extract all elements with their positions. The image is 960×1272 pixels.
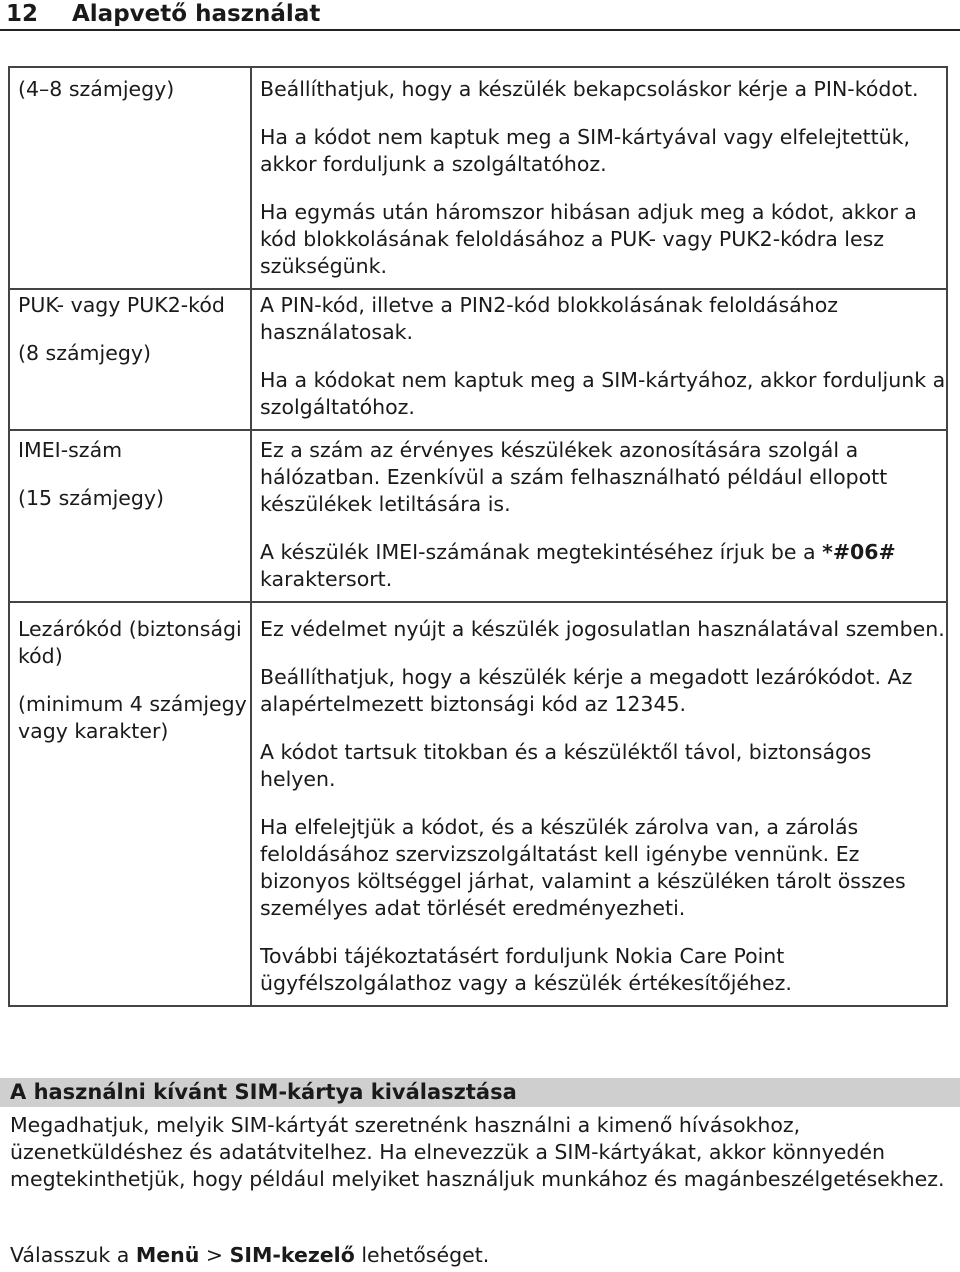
description-paragraph: Ez védelmet nyújt a készülék jogosulatlan használatával szemben.: [260, 617, 945, 641]
description-paragraph: További tájékoztatásért forduljunk Nokia Care Point ügyfélszolgálathoz vagy a készülék értékesítőjéhez.: [260, 944, 792, 995]
code-label-cell: [9, 67, 251, 289]
page-number: 12: [6, 1, 39, 27]
chapter-title: Alapvető használat: [72, 1, 321, 27]
menu-target: SIM-kezelő: [229, 1243, 355, 1267]
code-label: PUK- vagy PUK2-kód: [18, 293, 225, 317]
section-heading: A használni kívánt SIM-kártya kiválasztása: [0, 1078, 960, 1107]
page-header: [0, 0, 960, 31]
access-codes-table: [8, 66, 948, 1007]
table-row: [9, 67, 947, 289]
description-paragraph: A PIN-kód, illetve a PIN2-kód blokkolásának feloldásához használatosak.: [260, 293, 839, 344]
code-length: (minimum 4 számjegy vagy karakter): [18, 692, 247, 743]
description-paragraph: Ha elfelejtjük a kódot, és a készülék zárolva van, a zárolás feloldásához szervizszolgáltatást kell igénybe vennünk. Ez bizonyos költséggel járhat, valamint a készüléken tárolt összes személyes adat törlését eredményezheti.: [260, 815, 906, 920]
code-description-cell: [251, 289, 947, 430]
menu-suffix: lehetőséget.: [354, 1243, 490, 1267]
imei-text-before: A készülék IMEI-számának megtekintéséhez írjuk be a: [260, 540, 823, 564]
description-paragraph: Ha egymás után háromszor hibásan adjuk meg a kódot, akkor a kód blokkolásának feloldásához a PUK- vagy PUK2-kódra lesz szükségünk.: [260, 200, 917, 278]
code-label: IMEI-szám: [18, 438, 123, 462]
description-paragraph: Ez a szám az érvényes készülékek azonosítására szolgál a hálózatban. Ezenkívül a szám felhasználható például ellopott készülékek letiltására is.: [260, 438, 888, 516]
description-paragraph: Ha a kódokat nem kaptuk meg a SIM-kártyához, akkor forduljunk a szolgáltatóhoz.: [260, 368, 946, 419]
imei-code: *#06#: [822, 540, 896, 564]
code-label: (4–8 számjegy): [18, 77, 175, 101]
description-paragraph: Ha a kódot nem kaptuk meg a SIM-kártyával vagy elfelejtettük, akkor forduljunk a szolgáltatóhoz.: [260, 125, 911, 176]
code-label: Lezárókód (biztonsági kód): [18, 617, 242, 668]
menu-separator: >: [199, 1243, 230, 1267]
imei-instruction: [260, 539, 946, 593]
code-description-cell: [251, 430, 947, 602]
imei-text-after: karaktersort.: [260, 567, 393, 591]
description-paragraph: Beállíthatjuk, hogy a készülék kérje a megadott lezárókódot. Az alapértelmezett biztonsági kód az 12345.: [260, 665, 913, 716]
code-label-cell: [9, 602, 251, 1006]
table-row: [9, 430, 947, 602]
code-description-cell: [251, 67, 947, 289]
table-row: [9, 289, 947, 430]
description-paragraph: Beállíthatjuk, hogy a készülék bekapcsoláskor kérje a PIN-kódot.: [260, 77, 919, 101]
code-description-cell: [251, 602, 947, 1006]
code-length: (15 számjegy): [18, 486, 165, 510]
menu-prefix: Válasszuk a: [10, 1243, 136, 1267]
code-label-cell: [9, 289, 251, 430]
description-paragraph: A kódot tartsuk titokban és a készüléktől távol, biztonságos helyen.: [260, 740, 872, 791]
code-label-cell: [9, 430, 251, 602]
table-row: [9, 602, 947, 1006]
code-length: (8 számjegy): [18, 341, 151, 365]
menu-path-instruction: [10, 1242, 489, 1269]
section-body: Megadhatjuk, melyik SIM-kártyát szeretnénk használni a kimenő hívásokhoz, üzenetküldéshez és adatátvitelhez. Ha elnevezzük a SIM-kártyákat, akkor könnyedén megtekinthetjük, hogy például melyiket használjuk munkához és magánbeszélgetésekhez.: [10, 1113, 945, 1191]
menu-item: Menü: [135, 1243, 200, 1267]
